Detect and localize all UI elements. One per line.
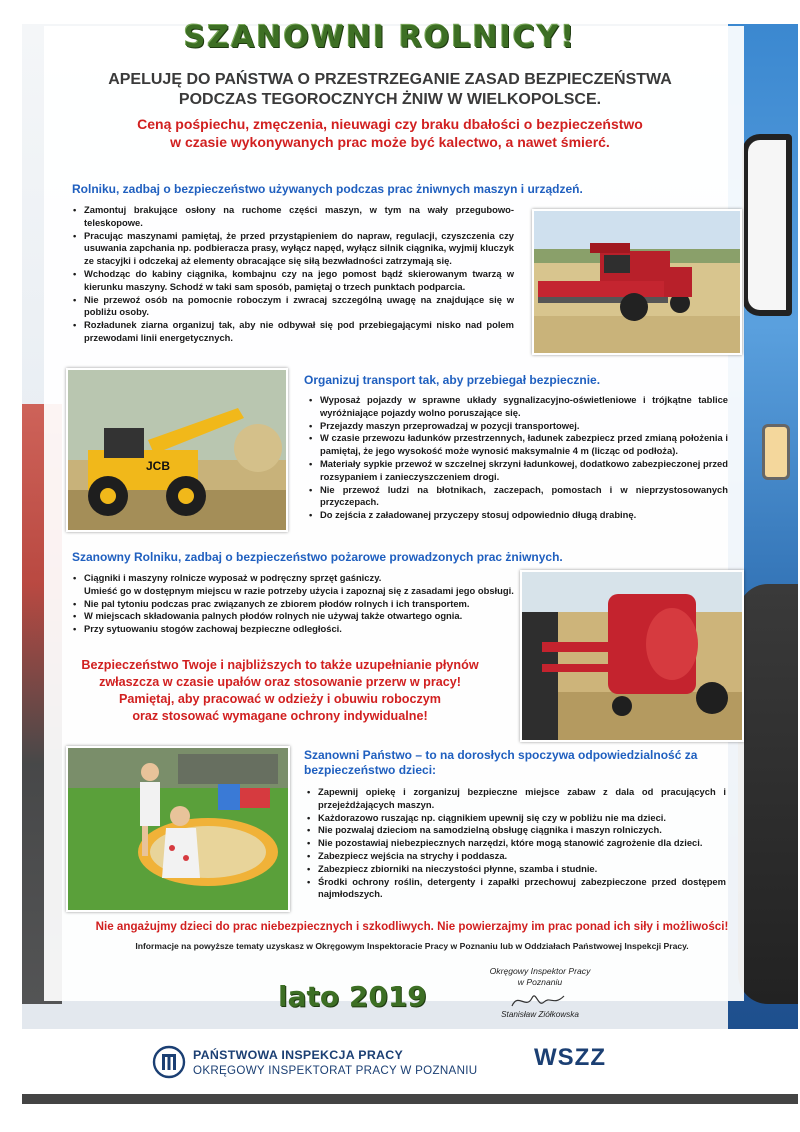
organization-name: PAŃSTWOWA INSPEKCJA PRACY	[193, 1048, 404, 1062]
health-reminder	[80, 657, 480, 725]
list-item: • Zapewnij opiekę i zorganizuj bezpieczne miejsce zabaw z dala od pracujących i przejeżdżających maszyn.	[306, 786, 726, 812]
list-item: • Rozładunek ziarna organizuj tak, aby nie odbywał się pod przebiegającymi nisko nad polem przewodami linii energetycznych.	[72, 319, 514, 345]
list-item: • Zabezpiecz wejścia na strychy i poddasza.	[306, 850, 726, 863]
appeal-subtitle	[60, 70, 720, 110]
svg-text:JCB: JCB	[146, 459, 171, 473]
signature-name: Stanisław Ziółkowska	[501, 1010, 579, 1019]
machines-heading: Rolniku, zadbaj o bezpieczeństwo używanych podczas prac żniwnych maszyn i urządzeń.	[72, 182, 583, 196]
signature-title-line: Okręgowy Inspektor Pracy	[489, 966, 591, 976]
list-item: Umieść go w dostępnym miejscu w razie potrzeby użycia i zapoznaj się z zasadami jego obsługi.	[84, 584, 514, 596]
combine-harvester-illustration	[534, 211, 740, 353]
tractor-lamp	[762, 424, 790, 480]
list-item: • Do zejścia z załadowanej przyczepy stosuj odpowiednio długą drabinę.	[308, 509, 728, 522]
list-item: • W miejscach składowania palnych płodów rolnych nie używaj także otwartego ognia.	[72, 610, 518, 623]
footer-bar	[22, 1094, 798, 1104]
list-item: • Materiały sypkie przewoź w szczelnej skrzyni ładunkowej, dodatkowo zabezpieczonej przed rozsypaniem i zanieczyszczeniem drogi.	[308, 458, 728, 484]
list-item: • Ciągniki i maszyny rolnicze wyposaż w podręczny sprzęt gaśniczy.	[72, 572, 518, 585]
child-labor-warning: Nie angażujmy dzieci do prac niebezpiecznych i szkodliwych. Nie powierzajmy im prac ponad ich siły i możliwości!	[95, 920, 729, 933]
list-item: • Każdorazowo ruszając np. ciągnikiem upewnij się czy w pobliżu nie ma dzieci.	[306, 812, 726, 825]
heading-line: bezpieczeństwo dzieci:	[304, 763, 437, 777]
fire-safety-heading: Szanowny Rolniku, zadbaj o bezpieczeństwo pożarowe prowadzonych prac żniwnych.	[72, 550, 563, 564]
pip-logo-icon	[152, 1045, 186, 1079]
list-item: • Nie przewoź osób na pomocnie roboczym i zwracaj szczególną uwagę na znajdujące się w pobliżu osoby.	[72, 294, 514, 320]
wszz-logo: WSZZ	[534, 1044, 606, 1071]
transport-heading: Organizuj transport tak, aby przebiegał bezpiecznie.	[304, 373, 601, 387]
signature-title	[470, 966, 610, 988]
list-item: • Nie pal tytoniu podczas prac związanych ze zbiorem płodów rolnych i ich transportem.	[72, 598, 518, 611]
reminder-line: zwłaszcza w czasie upałów oraz stosowanie przerw w pracy!	[99, 675, 461, 689]
information-note: Informacje na powyższe tematy uzyskasz w Okręgowym Inspektoracie Pracy w Poznaniu lub w Oddziałach Państwowej Inspekcji Pracy.	[135, 941, 689, 951]
tractor-mirror	[742, 134, 792, 316]
organization-branch: OKRĘGOWY INSPEKTORAT PRACY W POZNANIU	[193, 1064, 478, 1077]
subtitle-line: APELUJĘ DO PAŃSTWA O PRZESTRZEGANIE ZASAD BEZPIECZEŃSTWA	[108, 71, 672, 88]
list-item: • Zamontuj brakujące osłony na ruchome części maszyn, w tym na wały przegubowo-teleskopowe.	[72, 204, 514, 230]
danger-warning	[80, 115, 700, 151]
poster-title: SZANOWNI ROLNICY!	[183, 20, 577, 55]
children-heading	[304, 748, 697, 778]
transport-list	[308, 394, 728, 522]
machines-list	[72, 204, 514, 345]
children-sandbox-illustration	[68, 748, 288, 910]
list-item: • Pracując maszynami pamiętaj, że przed przystąpieniem do napraw, regulacji, czyszczenia czy usuwania zapchania np. podbieracza prasy, wyłącz napęd, wyłącz silnik ciągnika, wyjmij kluczyk ze stacyjki i odczekaj aż elementy obracające się siłą bezwładności zatrzymają się.	[72, 230, 514, 268]
list-item: • W czasie przewozu ładunków przestrzennych, ładunek zabezpiecz przed zmianą położenia i pamiętaj, że jego wysokość może wynosić maksymalnie 4 m (licząc od podłoża).	[308, 432, 728, 458]
reminder-line: Bezpieczeństwo Twoje i najbliższych to także uzupełnianie płynów	[81, 658, 479, 672]
list-item: • Przejazdy maszyn przeprowadzaj w pozycji transportowej.	[308, 420, 728, 433]
signature-title-line: w Poznaniu	[517, 977, 563, 987]
list-item: • Nie pozwalaj dzieciom na samodzielną obsługę ciągnika i maszyn rolniczych.	[306, 824, 726, 837]
list-item: • Wyposaż pojazdy w sprawne układy sygnalizacyjno-oświetleniowe i trójkątne tablice wyróżniające pojazdy wolno poruszające się.	[308, 394, 728, 420]
combine-harvester-photo	[532, 209, 742, 355]
list-item: • Przy sytuowaniu stogów zachowaj bezpieczne odległości.	[72, 623, 518, 636]
reminder-line: Pamiętaj, aby pracować w odzieży i obuwiu roboczym	[119, 692, 441, 706]
list-item: • Nie przewoź ludzi na błotnikach, zaczepach, pomostach i w nieprzystosowanych przyczepach.	[308, 484, 728, 510]
warning-line: Ceną pośpiechu, zmęczenia, nieuwagi czy braku dbałości o bezpieczeństwo	[137, 116, 643, 132]
list-item: • Wchodząc do kabiny ciągnika, kombajnu czy na jego pomost bądź skierowanym twarzą w kierunku maszyny. Schodź w taki sam sposób, pamiętaj o trzech punktach podparcia.	[72, 268, 514, 294]
warning-line: w czasie wykonywanych prac może być kalectwo, a nawet śmierć.	[170, 134, 610, 150]
baler-illustration	[522, 572, 742, 740]
children-safety-list	[306, 786, 726, 901]
telehandler-photo	[66, 368, 288, 532]
season-label: lato 2019	[278, 980, 427, 1013]
telehandler-illustration	[68, 370, 286, 530]
children-sandbox-photo	[66, 746, 290, 912]
subtitle-line: PODCZAS TEGOROCZNYCH ŻNIW W WIELKOPOLSCE.	[178, 91, 602, 108]
list-item: • Zabezpiecz zbiorniki na nieczystości płynne, szamba i studnie.	[306, 863, 726, 876]
baler-photo	[520, 570, 744, 742]
list-item: • Nie pozostawiaj niebezpiecznych narzędzi, które mogą stanowić zagrożenie dla dzieci.	[306, 837, 726, 850]
handwritten-signature	[508, 990, 568, 1012]
fire-safety-list	[72, 572, 518, 636]
reminder-line: oraz stosować wymagane ochrony indywidualne!	[132, 709, 428, 723]
heading-line: Szanowni Państwo – to na dorosłych spoczywa odpowiedzialność za	[304, 748, 698, 762]
list-item: • Środki ochrony roślin, detergenty i zapałki przechowuj zabezpieczone przed dostępem najmłodszych.	[306, 876, 726, 902]
